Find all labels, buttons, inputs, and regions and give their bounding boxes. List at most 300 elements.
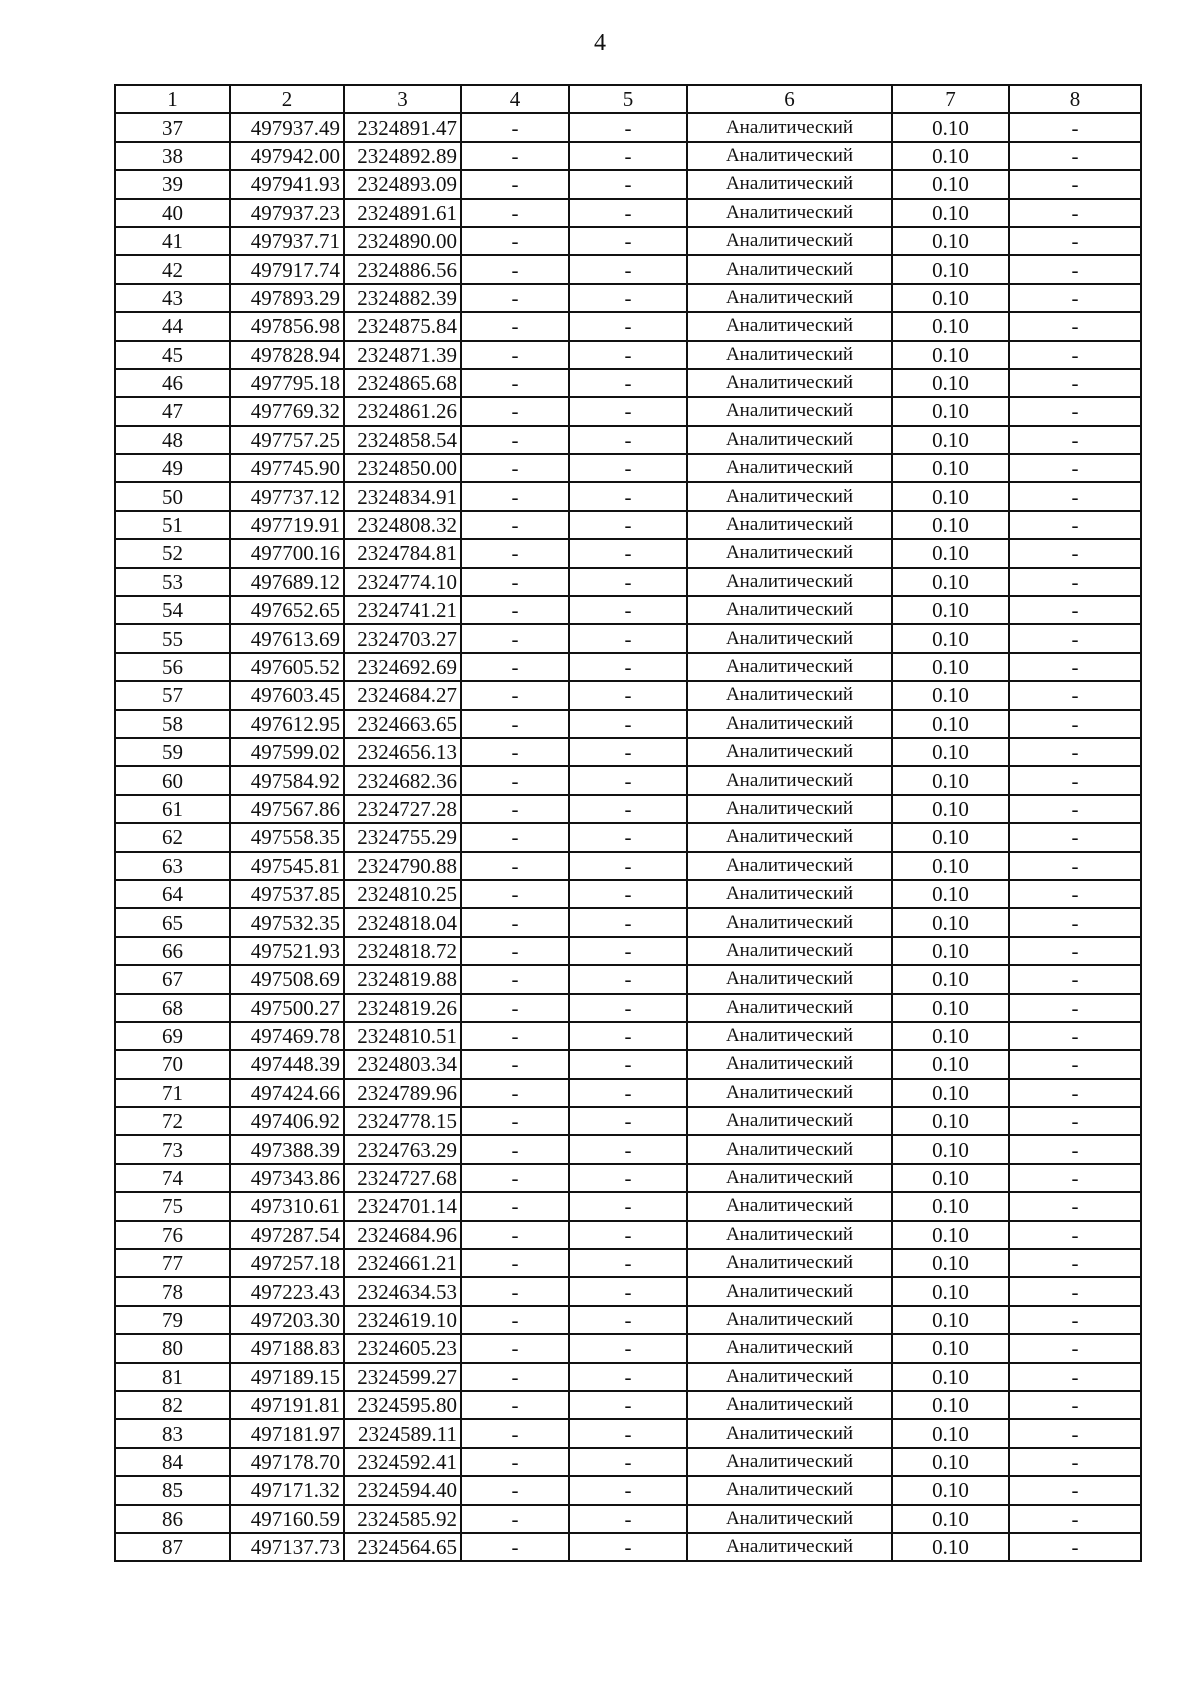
col8-cell: - — [1009, 653, 1141, 681]
y-coordinate-cell: 2324784.81 — [344, 539, 461, 567]
x-coordinate-cell: 497584.92 — [230, 766, 344, 794]
method-cell: Аналитический — [687, 937, 892, 965]
x-coordinate-cell: 497689.12 — [230, 568, 344, 596]
method-cell: Аналитический — [687, 738, 892, 766]
y-coordinate-cell: 2324727.68 — [344, 1164, 461, 1192]
point-number-cell: 54 — [115, 596, 230, 624]
col4-cell: - — [461, 852, 569, 880]
point-number-cell: 45 — [115, 341, 230, 369]
y-coordinate-cell: 2324891.47 — [344, 113, 461, 141]
col4-cell: - — [461, 1363, 569, 1391]
x-coordinate-cell: 497745.90 — [230, 454, 344, 482]
method-cell: Аналитический — [687, 823, 892, 851]
x-coordinate-cell: 497188.83 — [230, 1334, 344, 1362]
accuracy-cell: 0.10 — [892, 823, 1009, 851]
point-number-cell: 69 — [115, 1022, 230, 1050]
x-coordinate-cell: 497757.25 — [230, 426, 344, 454]
method-cell: Аналитический — [687, 397, 892, 425]
method-cell: Аналитический — [687, 596, 892, 624]
accuracy-cell: 0.10 — [892, 653, 1009, 681]
point-number-cell: 83 — [115, 1419, 230, 1447]
col8-cell: - — [1009, 255, 1141, 283]
col4-cell: - — [461, 255, 569, 283]
y-coordinate-cell: 2324886.56 — [344, 255, 461, 283]
col4-cell: - — [461, 341, 569, 369]
col5-cell: - — [569, 113, 687, 141]
x-coordinate-cell: 497558.35 — [230, 823, 344, 851]
x-coordinate-cell: 497406.92 — [230, 1107, 344, 1135]
col4-cell: - — [461, 1448, 569, 1476]
point-number-cell: 81 — [115, 1363, 230, 1391]
accuracy-cell: 0.10 — [892, 596, 1009, 624]
y-coordinate-cell: 2324605.23 — [344, 1334, 461, 1362]
x-coordinate-cell: 497599.02 — [230, 738, 344, 766]
col8-cell: - — [1009, 539, 1141, 567]
col4-cell: - — [461, 369, 569, 397]
col8-cell: - — [1009, 426, 1141, 454]
x-coordinate-cell: 497700.16 — [230, 539, 344, 567]
col4-cell: - — [461, 1050, 569, 1078]
col5-cell: - — [569, 1334, 687, 1362]
col5-cell: - — [569, 1391, 687, 1419]
point-number-cell: 38 — [115, 142, 230, 170]
col8-cell: - — [1009, 113, 1141, 141]
x-coordinate-cell: 497508.69 — [230, 965, 344, 993]
table-row — [115, 795, 1141, 823]
col5-cell: - — [569, 1050, 687, 1078]
col8-cell: - — [1009, 795, 1141, 823]
col8-cell: - — [1009, 369, 1141, 397]
table-row — [115, 1022, 1141, 1050]
col4-cell: - — [461, 170, 569, 198]
table-row — [115, 1192, 1141, 1220]
x-coordinate-cell: 497893.29 — [230, 284, 344, 312]
accuracy-cell: 0.10 — [892, 965, 1009, 993]
col4-cell: - — [461, 227, 569, 255]
accuracy-cell: 0.10 — [892, 1164, 1009, 1192]
col5-cell: - — [569, 568, 687, 596]
table-row — [115, 397, 1141, 425]
accuracy-cell: 0.10 — [892, 624, 1009, 652]
column-number-cell: 3 — [344, 85, 461, 113]
col4-cell: - — [461, 199, 569, 227]
col8-cell: - — [1009, 454, 1141, 482]
col5-cell: - — [569, 1533, 687, 1561]
accuracy-cell: 0.10 — [892, 1050, 1009, 1078]
y-coordinate-cell: 2324661.21 — [344, 1249, 461, 1277]
method-cell: Аналитический — [687, 1277, 892, 1305]
col8-cell: - — [1009, 199, 1141, 227]
col8-cell: - — [1009, 568, 1141, 596]
table-row — [115, 681, 1141, 709]
x-coordinate-cell: 497310.61 — [230, 1192, 344, 1220]
y-coordinate-cell: 2324850.00 — [344, 454, 461, 482]
y-coordinate-cell: 2324882.39 — [344, 284, 461, 312]
col5-cell: - — [569, 681, 687, 709]
method-cell: Аналитический — [687, 312, 892, 340]
x-coordinate-cell: 497223.43 — [230, 1277, 344, 1305]
point-number-cell: 65 — [115, 908, 230, 936]
accuracy-cell: 0.10 — [892, 454, 1009, 482]
column-number-cell: 4 — [461, 85, 569, 113]
method-cell: Аналитический — [687, 1221, 892, 1249]
x-coordinate-cell: 497171.32 — [230, 1476, 344, 1504]
point-number-cell: 52 — [115, 539, 230, 567]
col4-cell: - — [461, 1277, 569, 1305]
col5-cell: - — [569, 710, 687, 738]
col5-cell: - — [569, 1079, 687, 1107]
point-number-cell: 66 — [115, 937, 230, 965]
x-coordinate-cell: 497613.69 — [230, 624, 344, 652]
col8-cell: - — [1009, 1306, 1141, 1334]
x-coordinate-cell: 497856.98 — [230, 312, 344, 340]
col8-cell: - — [1009, 482, 1141, 510]
col8-cell: - — [1009, 397, 1141, 425]
x-coordinate-cell: 497287.54 — [230, 1221, 344, 1249]
col4-cell: - — [461, 142, 569, 170]
table-row — [115, 312, 1141, 340]
method-cell: Аналитический — [687, 426, 892, 454]
x-coordinate-cell: 497388.39 — [230, 1135, 344, 1163]
method-cell: Аналитический — [687, 766, 892, 794]
method-cell: Аналитический — [687, 539, 892, 567]
col5-cell: - — [569, 965, 687, 993]
x-coordinate-cell: 497567.86 — [230, 795, 344, 823]
accuracy-cell: 0.10 — [892, 482, 1009, 510]
x-coordinate-cell: 497937.49 — [230, 113, 344, 141]
method-cell: Аналитический — [687, 1050, 892, 1078]
x-coordinate-cell: 497500.27 — [230, 994, 344, 1022]
y-coordinate-cell: 2324585.92 — [344, 1505, 461, 1533]
method-cell: Аналитический — [687, 1135, 892, 1163]
point-number-cell: 67 — [115, 965, 230, 993]
column-number-row — [115, 85, 1141, 113]
col5-cell: - — [569, 1306, 687, 1334]
x-coordinate-cell: 497448.39 — [230, 1050, 344, 1078]
y-coordinate-cell: 2324891.61 — [344, 199, 461, 227]
page-number: 4 — [594, 30, 606, 56]
y-coordinate-cell: 2324564.65 — [344, 1533, 461, 1561]
col5-cell: - — [569, 937, 687, 965]
x-coordinate-cell: 497605.52 — [230, 653, 344, 681]
accuracy-cell: 0.10 — [892, 1192, 1009, 1220]
col4-cell: - — [461, 1221, 569, 1249]
accuracy-cell: 0.10 — [892, 1221, 1009, 1249]
point-number-cell: 41 — [115, 227, 230, 255]
col4-cell: - — [461, 908, 569, 936]
col8-cell: - — [1009, 511, 1141, 539]
col4-cell: - — [461, 482, 569, 510]
y-coordinate-cell: 2324727.28 — [344, 795, 461, 823]
accuracy-cell: 0.10 — [892, 852, 1009, 880]
column-number-cell: 8 — [1009, 85, 1141, 113]
accuracy-cell: 0.10 — [892, 994, 1009, 1022]
table-row — [115, 965, 1141, 993]
point-number-cell: 39 — [115, 170, 230, 198]
col4-cell: - — [461, 823, 569, 851]
point-number-cell: 44 — [115, 312, 230, 340]
col5-cell: - — [569, 255, 687, 283]
point-number-cell: 59 — [115, 738, 230, 766]
accuracy-cell: 0.10 — [892, 1533, 1009, 1561]
table-row — [115, 482, 1141, 510]
col5-cell: - — [569, 994, 687, 1022]
point-number-cell: 62 — [115, 823, 230, 851]
coordinates-table — [114, 84, 1142, 1562]
col5-cell: - — [569, 1448, 687, 1476]
point-number-cell: 84 — [115, 1448, 230, 1476]
accuracy-cell: 0.10 — [892, 1135, 1009, 1163]
table-row — [115, 1050, 1141, 1078]
accuracy-cell: 0.10 — [892, 795, 1009, 823]
col5-cell: - — [569, 624, 687, 652]
accuracy-cell: 0.10 — [892, 1306, 1009, 1334]
col4-cell: - — [461, 653, 569, 681]
x-coordinate-cell: 497537.85 — [230, 880, 344, 908]
col8-cell: - — [1009, 1249, 1141, 1277]
col5-cell: - — [569, 539, 687, 567]
accuracy-cell: 0.10 — [892, 170, 1009, 198]
table-row — [115, 738, 1141, 766]
x-coordinate-cell: 497941.93 — [230, 170, 344, 198]
accuracy-cell: 0.10 — [892, 284, 1009, 312]
table-row — [115, 284, 1141, 312]
point-number-cell: 37 — [115, 113, 230, 141]
method-cell: Аналитический — [687, 624, 892, 652]
table-row — [115, 454, 1141, 482]
col8-cell: - — [1009, 1079, 1141, 1107]
x-coordinate-cell: 497189.15 — [230, 1363, 344, 1391]
col8-cell: - — [1009, 596, 1141, 624]
method-cell: Аналитический — [687, 227, 892, 255]
method-cell: Аналитический — [687, 142, 892, 170]
col8-cell: - — [1009, 681, 1141, 709]
y-coordinate-cell: 2324803.34 — [344, 1050, 461, 1078]
accuracy-cell: 0.10 — [892, 113, 1009, 141]
point-number-cell: 86 — [115, 1505, 230, 1533]
col4-cell: - — [461, 965, 569, 993]
table-row — [115, 880, 1141, 908]
point-number-cell: 51 — [115, 511, 230, 539]
col8-cell: - — [1009, 312, 1141, 340]
y-coordinate-cell: 2324861.26 — [344, 397, 461, 425]
col4-cell: - — [461, 710, 569, 738]
table-row — [115, 170, 1141, 198]
col8-cell: - — [1009, 1022, 1141, 1050]
accuracy-cell: 0.10 — [892, 1249, 1009, 1277]
accuracy-cell: 0.10 — [892, 568, 1009, 596]
col5-cell: - — [569, 653, 687, 681]
point-number-cell: 43 — [115, 284, 230, 312]
point-number-cell: 78 — [115, 1277, 230, 1305]
accuracy-cell: 0.10 — [892, 199, 1009, 227]
col8-cell: - — [1009, 965, 1141, 993]
method-cell: Аналитический — [687, 994, 892, 1022]
table-row — [115, 113, 1141, 141]
table-row — [115, 852, 1141, 880]
x-coordinate-cell: 497917.74 — [230, 255, 344, 283]
table-row — [115, 511, 1141, 539]
method-cell: Аналитический — [687, 795, 892, 823]
y-coordinate-cell: 2324599.27 — [344, 1363, 461, 1391]
col4-cell: - — [461, 766, 569, 794]
x-coordinate-cell: 497160.59 — [230, 1505, 344, 1533]
accuracy-cell: 0.10 — [892, 397, 1009, 425]
col4-cell: - — [461, 1249, 569, 1277]
y-coordinate-cell: 2324684.96 — [344, 1221, 461, 1249]
point-number-cell: 60 — [115, 766, 230, 794]
table-row — [115, 766, 1141, 794]
point-number-cell: 47 — [115, 397, 230, 425]
col5-cell: - — [569, 1164, 687, 1192]
col4-cell: - — [461, 738, 569, 766]
y-coordinate-cell: 2324893.09 — [344, 170, 461, 198]
method-cell: Аналитический — [687, 170, 892, 198]
method-cell: Аналитический — [687, 1505, 892, 1533]
y-coordinate-cell: 2324789.96 — [344, 1079, 461, 1107]
method-cell: Аналитический — [687, 880, 892, 908]
y-coordinate-cell: 2324819.26 — [344, 994, 461, 1022]
point-number-cell: 80 — [115, 1334, 230, 1362]
table-row — [115, 823, 1141, 851]
y-coordinate-cell: 2324810.51 — [344, 1022, 461, 1050]
method-cell: Аналитический — [687, 1107, 892, 1135]
column-number-cell: 6 — [687, 85, 892, 113]
col5-cell: - — [569, 199, 687, 227]
col8-cell: - — [1009, 1277, 1141, 1305]
x-coordinate-cell: 497942.00 — [230, 142, 344, 170]
table-row — [115, 142, 1141, 170]
col5-cell: - — [569, 596, 687, 624]
accuracy-cell: 0.10 — [892, 227, 1009, 255]
table-row — [115, 1107, 1141, 1135]
method-cell: Аналитический — [687, 653, 892, 681]
col8-cell: - — [1009, 994, 1141, 1022]
x-coordinate-cell: 497203.30 — [230, 1306, 344, 1334]
col8-cell: - — [1009, 1363, 1141, 1391]
point-number-cell: 58 — [115, 710, 230, 738]
y-coordinate-cell: 2324808.32 — [344, 511, 461, 539]
x-coordinate-cell: 497545.81 — [230, 852, 344, 880]
x-coordinate-cell: 497521.93 — [230, 937, 344, 965]
accuracy-cell: 0.10 — [892, 1363, 1009, 1391]
table-row — [115, 1221, 1141, 1249]
method-cell: Аналитический — [687, 482, 892, 510]
col8-cell: - — [1009, 1505, 1141, 1533]
y-coordinate-cell: 2324818.72 — [344, 937, 461, 965]
method-cell: Аналитический — [687, 255, 892, 283]
x-coordinate-cell: 497257.18 — [230, 1249, 344, 1277]
col5-cell: - — [569, 880, 687, 908]
col4-cell: - — [461, 880, 569, 908]
accuracy-cell: 0.10 — [892, 539, 1009, 567]
method-cell: Аналитический — [687, 1533, 892, 1561]
accuracy-cell: 0.10 — [892, 1476, 1009, 1504]
y-coordinate-cell: 2324589.11 — [344, 1419, 461, 1447]
col4-cell: - — [461, 624, 569, 652]
column-number-cell: 5 — [569, 85, 687, 113]
point-number-cell: 50 — [115, 482, 230, 510]
col4-cell: - — [461, 113, 569, 141]
y-coordinate-cell: 2324810.25 — [344, 880, 461, 908]
accuracy-cell: 0.10 — [892, 142, 1009, 170]
x-coordinate-cell: 497603.45 — [230, 681, 344, 709]
table-row — [115, 1505, 1141, 1533]
y-coordinate-cell: 2324834.91 — [344, 482, 461, 510]
x-coordinate-cell: 497191.81 — [230, 1391, 344, 1419]
col5-cell: - — [569, 1022, 687, 1050]
point-number-cell: 57 — [115, 681, 230, 709]
point-number-cell: 71 — [115, 1079, 230, 1107]
point-number-cell: 73 — [115, 1135, 230, 1163]
col8-cell: - — [1009, 937, 1141, 965]
col5-cell: - — [569, 795, 687, 823]
point-number-cell: 55 — [115, 624, 230, 652]
point-number-cell: 75 — [115, 1192, 230, 1220]
col5-cell: - — [569, 142, 687, 170]
x-coordinate-cell: 497828.94 — [230, 341, 344, 369]
table-row — [115, 1533, 1141, 1561]
y-coordinate-cell: 2324818.04 — [344, 908, 461, 936]
accuracy-cell: 0.10 — [892, 369, 1009, 397]
point-number-cell: 72 — [115, 1107, 230, 1135]
table-row — [115, 624, 1141, 652]
x-coordinate-cell: 497181.97 — [230, 1419, 344, 1447]
y-coordinate-cell: 2324619.10 — [344, 1306, 461, 1334]
col8-cell: - — [1009, 1533, 1141, 1561]
table-row — [115, 255, 1141, 283]
accuracy-cell: 0.10 — [892, 880, 1009, 908]
col8-cell: - — [1009, 1135, 1141, 1163]
method-cell: Аналитический — [687, 710, 892, 738]
col8-cell: - — [1009, 142, 1141, 170]
table-row — [115, 1363, 1141, 1391]
table-row — [115, 369, 1141, 397]
y-coordinate-cell: 2324865.68 — [344, 369, 461, 397]
y-coordinate-cell: 2324858.54 — [344, 426, 461, 454]
col5-cell: - — [569, 170, 687, 198]
method-cell: Аналитический — [687, 1419, 892, 1447]
col8-cell: - — [1009, 170, 1141, 198]
y-coordinate-cell: 2324875.84 — [344, 312, 461, 340]
col8-cell: - — [1009, 341, 1141, 369]
table-row — [115, 1476, 1141, 1504]
col4-cell: - — [461, 937, 569, 965]
col4-cell: - — [461, 994, 569, 1022]
point-number-cell: 74 — [115, 1164, 230, 1192]
accuracy-cell: 0.10 — [892, 426, 1009, 454]
col4-cell: - — [461, 426, 569, 454]
col8-cell: - — [1009, 624, 1141, 652]
accuracy-cell: 0.10 — [892, 1334, 1009, 1362]
col8-cell: - — [1009, 738, 1141, 766]
col8-cell: - — [1009, 880, 1141, 908]
method-cell: Аналитический — [687, 341, 892, 369]
table-row — [115, 1419, 1141, 1447]
y-coordinate-cell: 2324755.29 — [344, 823, 461, 851]
col4-cell: - — [461, 454, 569, 482]
table-row — [115, 227, 1141, 255]
y-coordinate-cell: 2324778.15 — [344, 1107, 461, 1135]
method-cell: Аналитический — [687, 113, 892, 141]
y-coordinate-cell: 2324634.53 — [344, 1277, 461, 1305]
method-cell: Аналитический — [687, 1079, 892, 1107]
table-row — [115, 994, 1141, 1022]
col5-cell: - — [569, 1249, 687, 1277]
col8-cell: - — [1009, 1334, 1141, 1362]
accuracy-cell: 0.10 — [892, 1419, 1009, 1447]
table-row — [115, 937, 1141, 965]
